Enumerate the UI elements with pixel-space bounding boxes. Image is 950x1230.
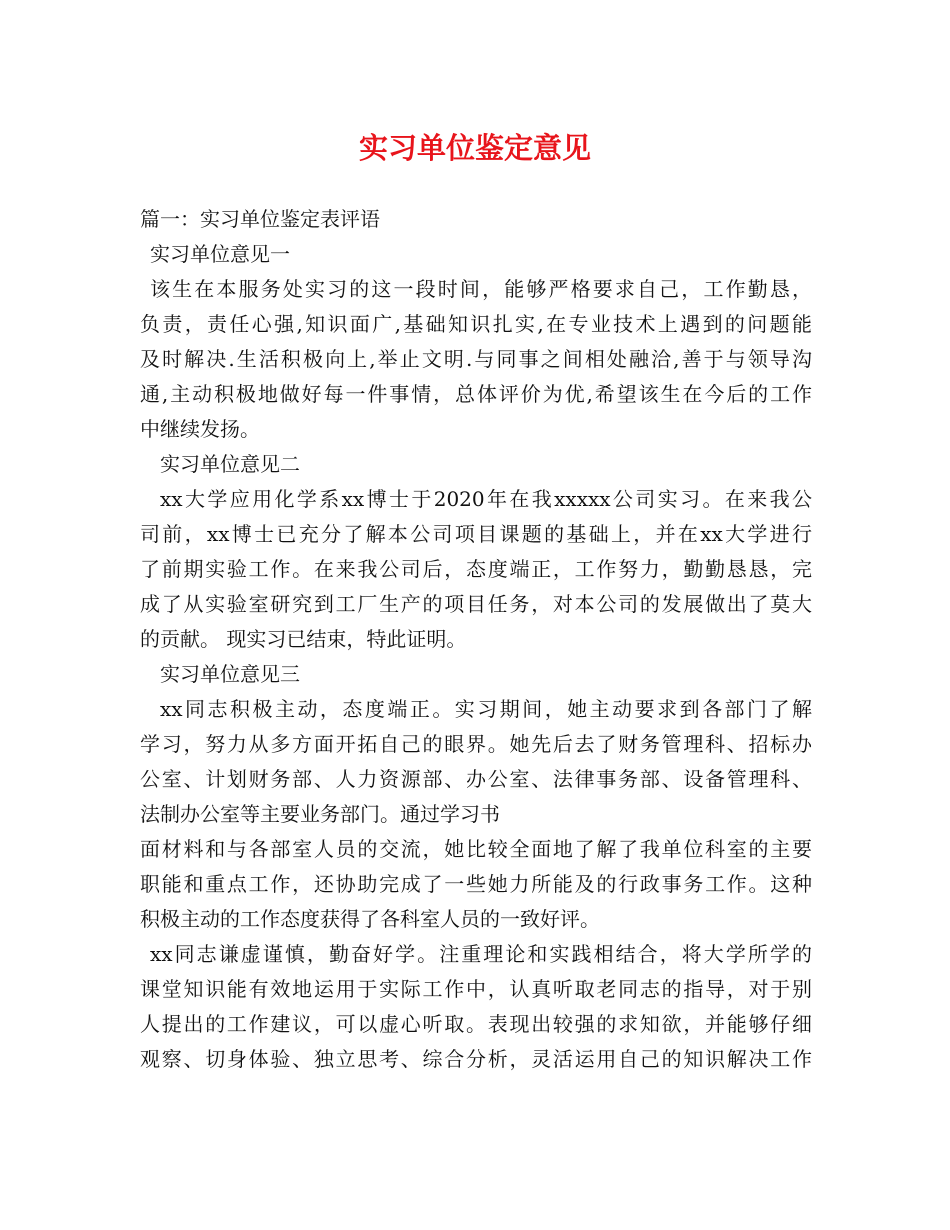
paragraph-line: 了前期实验工作。在来我公司后，态度端正，工作努力，勤勤恳恳，完 bbox=[140, 557, 812, 581]
paragraph-line: 法制办公室等主要业务部门。通过学习书 bbox=[140, 802, 500, 826]
paragraph-line: 中继续发扬。 bbox=[140, 417, 260, 441]
paragraph-line: 人提出的工作建议，可以虚心听取。表现出较强的求知欲，并能够仔细 bbox=[140, 1012, 812, 1036]
paragraph-line: 篇一：实习单位鉴定表评语 bbox=[140, 207, 380, 231]
paragraph-line: 及时解决.生活积极向上,举止文明.与同事之间相处融洽,善于与领导沟 bbox=[140, 347, 812, 371]
paragraph-line: 积极主动的工作态度获得了各科室人员的一致好评。 bbox=[140, 907, 600, 931]
paragraph-line: 通,主动积极地做好每一件事情，总体评价为优,希望该生在今后的工作 bbox=[140, 382, 812, 406]
paragraph-line: xx同志谦虚谨慎，勤奋好学。注重理论和实践相结合，将大学所学的 bbox=[150, 942, 812, 966]
paragraph-line: 该生在本服务处实习的这一段时间，能够严格要求自己，工作勤恳， bbox=[150, 277, 812, 301]
paragraph-line: 的贡献。 现实习已结束，特此证明。 bbox=[140, 627, 467, 651]
paragraph-line: 职能和重点工作，还协助完成了一些她力所能及的行政事务工作。这种 bbox=[140, 872, 812, 896]
paragraph-line: 面材料和与各部室人员的交流，她比较全面地了解了我单位科室的主要 bbox=[140, 837, 812, 861]
paragraph-line: 负责，责任心强,知识面广,基础知识扎实,在专业技术上遇到的问题能 bbox=[140, 312, 812, 336]
paragraph-line: 司前，xx博士已充分了解本公司项目课题的基础上，并在xx大学进行 bbox=[140, 522, 812, 546]
document-body bbox=[140, 202, 812, 1077]
paragraph-line: 课堂知识能有效地运用于实际工作中，认真听取老同志的指导，对于别 bbox=[140, 977, 812, 1001]
document-title: 实习单位鉴定意见 bbox=[358, 131, 591, 165]
paragraph-line: xx大学应用化学系xx博士于2020年在我xxxxx公司实习。在来我公 bbox=[160, 487, 812, 511]
paragraph-line: 实习单位意见三 bbox=[160, 662, 300, 686]
paragraph-line: 学习，努力从多方面开拓自己的眼界。她先后去了财务管理科、招标办 bbox=[140, 732, 812, 756]
paragraph-line: xx同志积极主动，态度端正。实习期间，她主动要求到各部门了解 bbox=[160, 697, 812, 721]
paragraph-line: 实习单位意见一 bbox=[150, 242, 290, 266]
paragraph-line: 公室、计划财务部、人力资源部、办公室、法律事务部、设备管理科、 bbox=[140, 767, 812, 791]
paragraph-line: 观察、切身体验、独立思考、综合分析，灵活运用自己的知识解决工作 bbox=[140, 1047, 812, 1071]
paragraph-line: 成了从实验室研究到工厂生产的项目任务，对本公司的发展做出了莫大 bbox=[140, 592, 812, 616]
paragraph-line: 实习单位意见二 bbox=[160, 452, 300, 476]
